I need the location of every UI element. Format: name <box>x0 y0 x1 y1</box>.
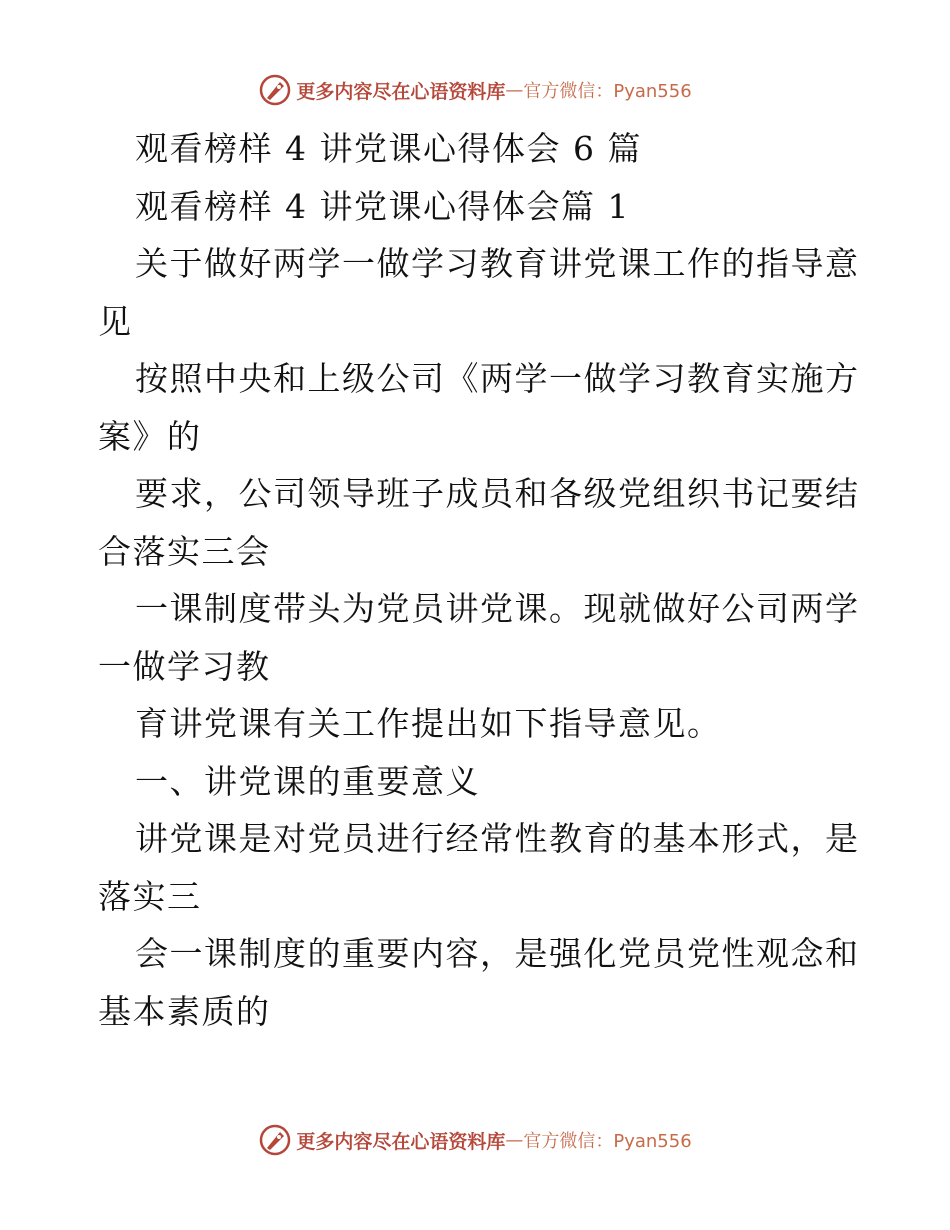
document-line: 一、讲党课的重要意义 <box>135 761 480 801</box>
document-line: 一做学习教 <box>98 646 271 686</box>
pen-nib-logo-icon <box>258 73 292 107</box>
banner-main-text: 更多内容尽在心语资料库 <box>296 80 506 103</box>
document-body <box>98 120 858 1040</box>
banner-sub-text: 官方微信：Pyan556 <box>523 81 692 102</box>
header-banner <box>0 70 950 110</box>
document-line: 落实三 <box>98 876 202 916</box>
document-line: 观看榜样 4 讲党课心得体会 6 篇 <box>135 129 642 168</box>
document-line: 见 <box>98 301 133 341</box>
document-line: 要求，公司领导班子成员和各级党组织书记要结 <box>135 474 860 513</box>
footer-banner <box>0 1120 950 1160</box>
document-line: 会一课制度的重要内容，是强化党员党性观念和 <box>135 934 860 973</box>
pen-nib-logo-icon <box>258 1123 292 1157</box>
banner-dash: — <box>505 1129 524 1151</box>
document-line: 案》的 <box>98 416 202 456</box>
document-line: 一课制度带头为党员讲党课。现就做好公司两学 <box>135 589 860 628</box>
document-line: 基本素质的 <box>98 991 271 1031</box>
document-line: 讲党课是对党员进行经常性教育的基本形式，是 <box>135 819 860 858</box>
banner-sub-text: 官方微信：Pyan556 <box>523 1131 692 1152</box>
document-line: 按照中央和上级公司《两学一做学习教育实施方 <box>135 359 860 398</box>
document-line: 关于做好两学一做学习教育讲党课工作的指导意 <box>135 244 860 283</box>
document-line: 观看榜样 4 讲党课心得体会篇 1 <box>135 186 630 226</box>
document-line: 合落实三会 <box>98 531 271 571</box>
banner-main-text: 更多内容尽在心语资料库 <box>296 1130 506 1153</box>
banner-dash: — <box>505 79 524 101</box>
document-line: 育讲党课有关工作提出如下指导意见。 <box>135 704 722 743</box>
